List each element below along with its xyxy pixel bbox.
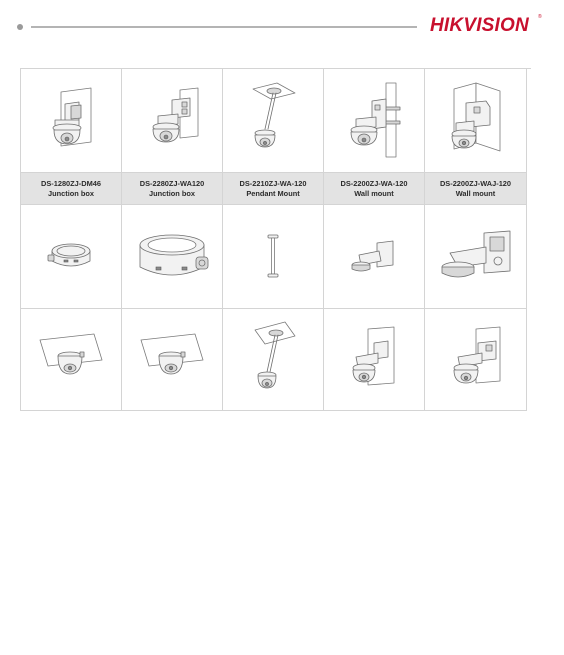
large-junction-box-icon <box>132 227 212 287</box>
product-cell <box>122 309 223 411</box>
registered-mark: ® <box>538 14 542 20</box>
product-label <box>324 173 425 205</box>
product-type: Junction box <box>48 188 94 198</box>
wall-plate-dome-camera-icon <box>41 86 101 156</box>
product-type: Junction box <box>149 188 195 198</box>
product-cell <box>425 309 527 411</box>
product-cell <box>122 205 223 309</box>
product-cell <box>425 69 527 173</box>
wall-junction-dome-camera-icon <box>446 325 506 395</box>
product-cell <box>122 69 223 173</box>
product-cell <box>223 205 324 309</box>
ceiling-wall-views-row <box>21 309 531 411</box>
product-cell <box>324 69 425 173</box>
installed-views-row <box>21 69 531 173</box>
product-type: Wall mount <box>455 188 496 198</box>
header-bullet <box>17 24 23 30</box>
corner-mount-dome-camera-icon <box>446 81 506 161</box>
large-wall-mount-icon <box>436 227 516 287</box>
product-cell <box>223 69 324 173</box>
product-model: DS-2280ZJ-WA120 <box>139 178 205 188</box>
product-type: Pendant Mount <box>246 188 300 198</box>
product-model: DS-2200ZJ-WAJ-120 <box>439 178 512 188</box>
product-model: DS-1280ZJ-DM46 <box>41 178 101 188</box>
product-cell <box>223 309 324 411</box>
product-label <box>21 173 122 205</box>
pendant-pole-icon <box>263 227 283 287</box>
product-cell <box>324 309 425 411</box>
hikvision-logo: HIKVISION <box>430 15 529 36</box>
product-cell <box>425 205 527 309</box>
ceiling-dome-camera-icon <box>36 330 106 390</box>
wall-mount-dome-camera-icon <box>344 325 404 395</box>
small-wall-mount-icon <box>349 237 399 277</box>
product-type: Wall mount <box>354 188 394 198</box>
pole-mount-dome-camera-icon <box>344 81 404 161</box>
ceiling-pendant-dome-camera-icon <box>243 81 303 161</box>
product-cell <box>324 205 425 309</box>
ceiling-dome-camera-icon <box>137 330 207 390</box>
header-rule <box>31 26 417 28</box>
accessory-views-row <box>21 205 531 309</box>
ceiling-pendant-dome-camera-icon <box>243 320 303 400</box>
wall-junction-dome-camera-icon <box>142 86 202 156</box>
product-label <box>122 173 223 205</box>
product-grid <box>20 68 531 411</box>
product-cell <box>21 69 122 173</box>
product-label <box>223 173 324 205</box>
round-junction-box-icon <box>46 237 96 277</box>
product-label <box>425 173 527 205</box>
product-model: DS-2200ZJ-WA-120 <box>340 178 408 188</box>
product-model: DS-2210ZJ-WA-120 <box>239 178 307 188</box>
product-cell <box>21 205 122 309</box>
product-labels-row <box>21 173 531 205</box>
product-cell <box>21 309 122 411</box>
